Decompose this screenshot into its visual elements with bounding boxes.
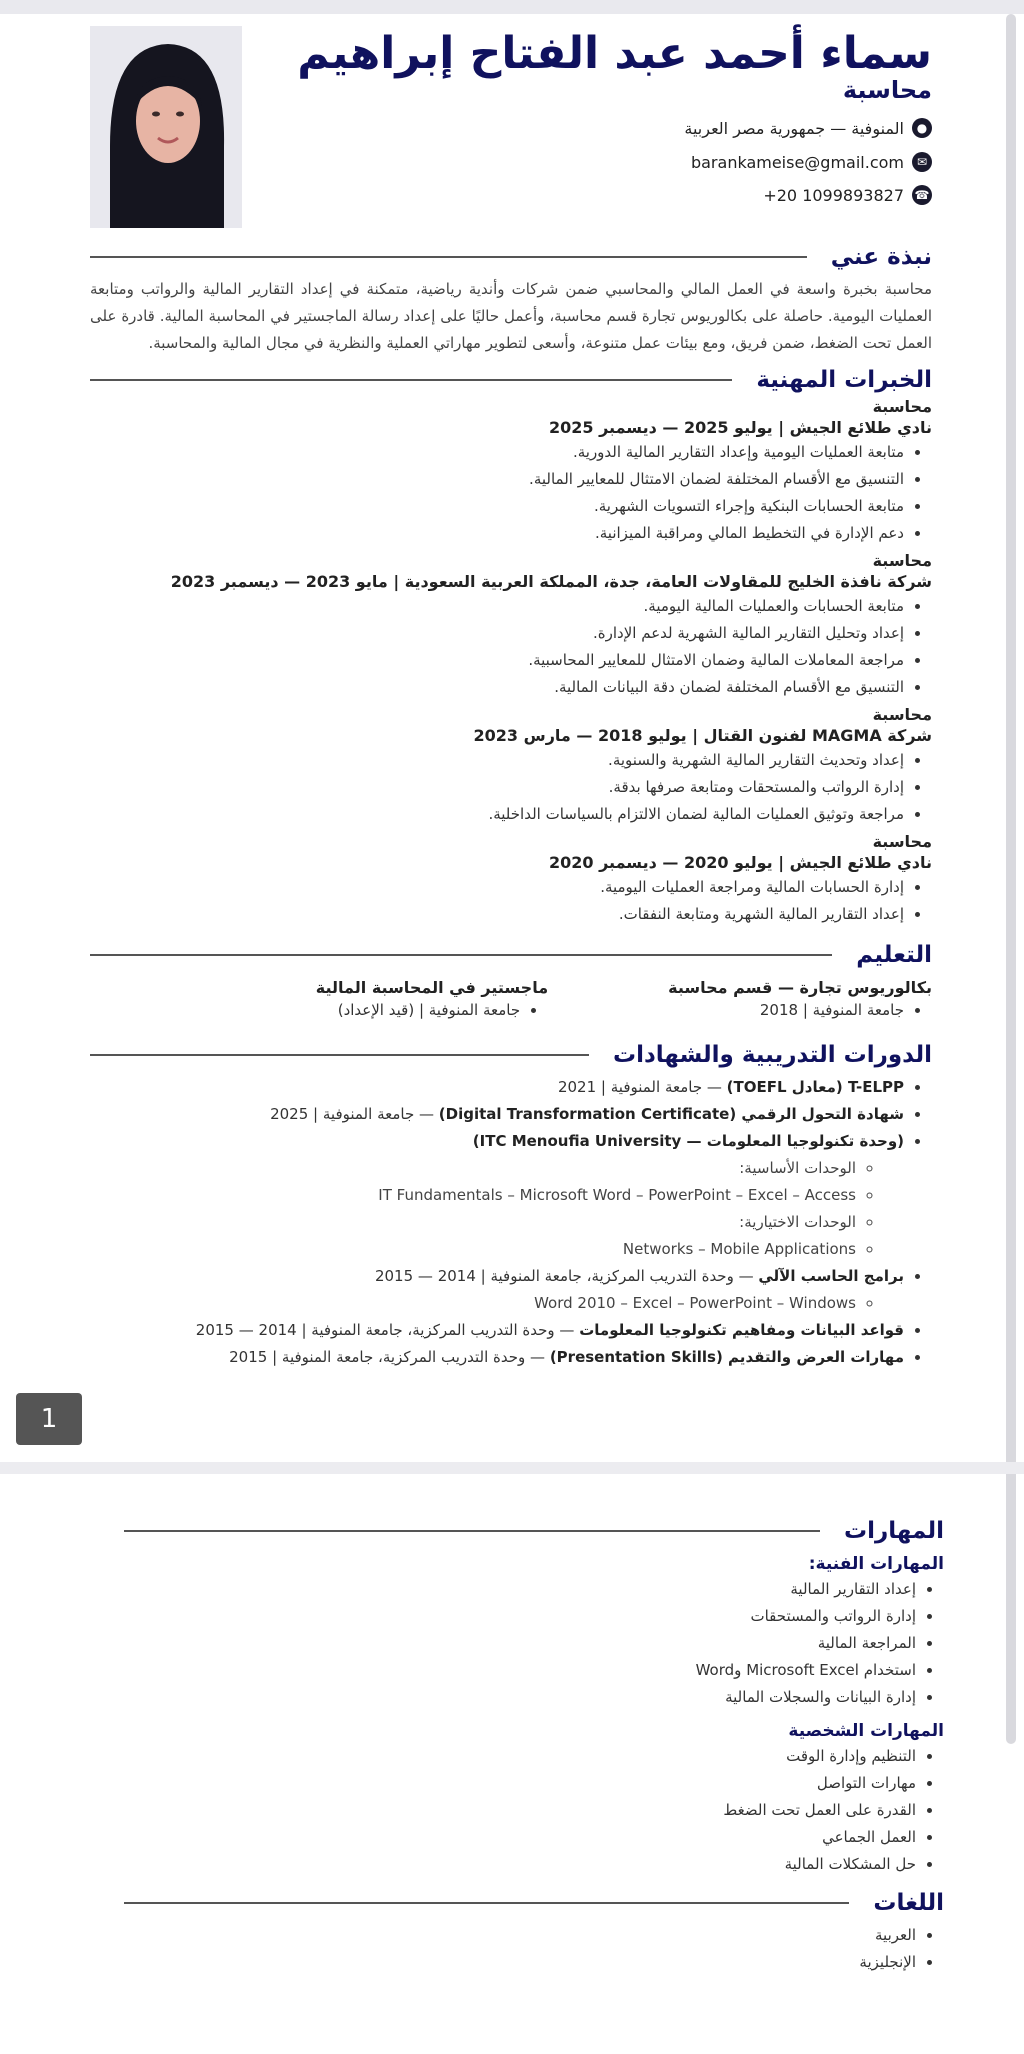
full-name: سماء أحمد عبد الفتاح إبراهيم bbox=[297, 28, 932, 79]
contact-email[interactable] bbox=[691, 152, 932, 172]
course-item bbox=[90, 1317, 904, 1344]
viewer-top-bar bbox=[0, 0, 1024, 14]
course-sublist bbox=[90, 1155, 904, 1263]
degree-detail: • جامعة المنوفية | (قيد الإعداد) bbox=[316, 997, 520, 1024]
course-detail: — جامعة المنوفية | 2025 bbox=[270, 1105, 439, 1123]
job-duty: • إعداد وتحديث التقارير المالية الشهرية والسنوية. bbox=[90, 747, 904, 774]
phone-icon: ☎ bbox=[912, 185, 932, 205]
page-number-badge: 1 bbox=[16, 1393, 82, 1445]
job-title: محاسبة bbox=[872, 397, 932, 416]
course-item bbox=[90, 1128, 904, 1263]
skill-item: • استخدام Microsoft Excel وWord bbox=[124, 1657, 916, 1684]
skill-item: • حل المشكلات المالية bbox=[124, 1851, 916, 1878]
experience-heading: الخبرات المهنية bbox=[756, 367, 932, 393]
job-duty: • متابعة الحسابات والعمليات المالية اليومية. bbox=[90, 593, 904, 620]
skill-item: • التنظيم وإدارة الوقت bbox=[124, 1743, 916, 1770]
course-item bbox=[90, 1074, 904, 1101]
skill-item: • مهارات التواصل bbox=[124, 1770, 916, 1797]
profile-photo bbox=[90, 26, 242, 228]
course-subitem: ◦ الوحدات الاختيارية: bbox=[90, 1209, 856, 1236]
job-entry bbox=[90, 397, 932, 547]
education-item bbox=[668, 978, 932, 1024]
course-item bbox=[90, 1263, 904, 1317]
phone-text[interactable]: +20 1099893827 bbox=[763, 185, 904, 205]
divider bbox=[90, 1054, 589, 1056]
skill-item: • المراجعة المالية bbox=[124, 1630, 916, 1657]
languages-heading: اللغات bbox=[873, 1890, 944, 1916]
course-name: مهارات العرض والتقديم (Presentation Skills) bbox=[549, 1348, 904, 1366]
language-item: • الإنجليزية bbox=[124, 1949, 916, 1976]
degree-title: ماجستير في المحاسبة المالية bbox=[315, 978, 549, 997]
technical-skills-list bbox=[124, 1576, 944, 1711]
courses-heading: الدورات التدريبية والشهادات bbox=[613, 1042, 932, 1068]
job-org: نادي طلائع الجيش | يوليو 2025 — ديسمبر 2025 bbox=[548, 418, 932, 437]
job-org: نادي طلائع الجيش | يوليو 2020 — ديسمبر 2020 bbox=[548, 853, 932, 872]
education-item bbox=[316, 978, 548, 1024]
mail-icon: ✉ bbox=[912, 152, 932, 172]
job-title: محاسبة bbox=[872, 705, 932, 724]
job-duty: • متابعة الحسابات البنكية وإجراء التسويات الشهرية. bbox=[90, 493, 904, 520]
course-subitem: ◦ الوحدات الأساسية: bbox=[90, 1155, 856, 1182]
course-name: شهادة التحول الرقمي (Digital Transformation Certificate) bbox=[438, 1105, 904, 1123]
course-name: (وحدة تكنولوجيا المعلومات — ITC Menoufia University) bbox=[472, 1132, 904, 1150]
course-detail: — وحدة التدريب المركزية، جامعة المنوفية | 2014 — 2015 bbox=[195, 1321, 580, 1339]
education-list bbox=[90, 978, 932, 1024]
job-duty: • إدارة الحسابات المالية ومراجعة العمليات اليومية. bbox=[90, 874, 904, 901]
courses-list bbox=[90, 1074, 932, 1371]
experience-section-header bbox=[90, 367, 932, 393]
job-duty: • متابعة العمليات اليومية وإعداد التقارير المالية الدورية. bbox=[90, 439, 904, 466]
course-detail: — وحدة التدريب المركزية، جامعة المنوفية | 2014 — 2015 bbox=[374, 1267, 759, 1285]
divider bbox=[124, 1530, 820, 1532]
job-duty: • إدارة الرواتب والمستحقات ومتابعة صرفها بدقة. bbox=[90, 774, 904, 801]
course-name: قواعد البيانات ومفاهيم تكنولوجيا المعلومات bbox=[579, 1321, 904, 1339]
resume-header bbox=[90, 14, 932, 244]
skill-item: • القدرة على العمل تحت الضغط bbox=[124, 1797, 916, 1824]
course-detail: — جامعة المنوفية | 2021 bbox=[557, 1078, 727, 1096]
degree-title: بكالوريوس تجارة — قسم محاسبة bbox=[668, 978, 932, 997]
technical-skills-heading: المهارات الفنية: bbox=[808, 1554, 944, 1574]
job-duty: • التنسيق مع الأقسام المختلفة لضمان الامتثال للمعايير المالية. bbox=[90, 466, 904, 493]
language-item: • العربية bbox=[124, 1922, 916, 1949]
scrollbar[interactable] bbox=[1006, 14, 1016, 1744]
email-text[interactable]: barankameise@gmail.com bbox=[690, 152, 904, 172]
divider bbox=[90, 954, 832, 956]
job-entry bbox=[90, 832, 932, 928]
page-separator bbox=[0, 1462, 1024, 1474]
personal-skills-heading: المهارات الشخصية bbox=[788, 1721, 944, 1741]
location-text: المنوفية — جمهورية مصر العربية bbox=[684, 118, 904, 138]
job-title: محاسبة bbox=[872, 551, 932, 570]
about-text: محاسبة بخبرة واسعة في العمل المالي والمحاسبي ضمن شركات وأندية رياضية، متمكنة في إعداد التقارير المالية والرواتب ومتابعة العمليات اليومية. حاصلة على بكالوريوس تجارة قسم محاسبة، وأعمل حاليًا على إعداد رسالة الماجستير في المحاسبة المالية. قادرة على العمل تحت الضغط، ضمن فريق، ومع بيئات عمل متنوعة، وأسعى لتطوير مهاراتي العملية والنظرية في مجال المالية والمحاسبة. bbox=[90, 280, 932, 352]
resume-page-2 bbox=[124, 1474, 944, 2054]
job-entry bbox=[90, 551, 932, 701]
course-item bbox=[90, 1344, 904, 1371]
skills-section-header bbox=[124, 1518, 944, 1544]
languages-section-header bbox=[124, 1890, 944, 1916]
course-subitem: ◦ Word 2010 – Excel – PowerPoint – Windows bbox=[90, 1290, 856, 1317]
contact-location bbox=[684, 118, 932, 138]
skill-item: • إدارة البيانات والسجلات المالية bbox=[124, 1684, 916, 1711]
skill-item: • العمل الجماعي bbox=[124, 1824, 916, 1851]
contact-phone[interactable] bbox=[763, 185, 932, 205]
job-entry bbox=[90, 705, 932, 828]
job-duty: • إعداد التقارير المالية الشهرية ومتابعة النفقات. bbox=[90, 901, 904, 928]
course-item bbox=[90, 1101, 904, 1128]
job-org: شركة نافذة الخليج للمقاولات العامة، جدة، المملكة العربية السعودية | مايو 2023 — ديسمبر 2023 bbox=[170, 572, 932, 591]
skill-item: • إعداد التقارير المالية bbox=[124, 1576, 916, 1603]
education-heading: التعليم bbox=[856, 942, 932, 968]
job-duty: • مراجعة وتوثيق العمليات المالية لضمان الالتزام بالسياسات الداخلية. bbox=[90, 801, 904, 828]
course-name: برامج الحاسب الآلي bbox=[758, 1267, 904, 1285]
course-detail: — وحدة التدريب المركزية، جامعة المنوفية | 2015 bbox=[229, 1348, 550, 1366]
degree-detail: • جامعة المنوفية | 2018 bbox=[668, 997, 904, 1024]
skills-heading: المهارات bbox=[844, 1518, 944, 1544]
divider bbox=[90, 379, 732, 381]
about-heading: نبذة عني bbox=[830, 244, 932, 270]
job-duty: • مراجعة المعاملات المالية وضمان الامتثال للمعايير المحاسبية. bbox=[90, 647, 904, 674]
divider bbox=[124, 1902, 849, 1904]
personal-skills-list bbox=[124, 1743, 944, 1878]
courses-section-header bbox=[90, 1042, 932, 1068]
job-role: محاسبة bbox=[842, 76, 932, 104]
divider bbox=[90, 256, 807, 258]
job-duty: • إعداد وتحليل التقارير المالية الشهرية لدعم الإدارة. bbox=[90, 620, 904, 647]
education-section-header bbox=[90, 942, 932, 968]
job-duty: • التنسيق مع الأقسام المختلفة لضمان دقة البيانات المالية. bbox=[90, 674, 904, 701]
job-duty: • دعم الإدارة في التخطيط المالي ومراقبة الميزانية. bbox=[90, 520, 904, 547]
location-pin-icon: ● bbox=[912, 118, 932, 138]
course-subitem: ◦ IT Fundamentals – Microsoft Word – PowerPoint – Excel – Access bbox=[90, 1182, 856, 1209]
skill-item: • إدارة الرواتب والمستحقات bbox=[124, 1603, 916, 1630]
job-org: شركة MAGMA لفنون القتال | يوليو 2018 — مارس 2023 bbox=[473, 726, 932, 745]
languages-list bbox=[124, 1922, 944, 1976]
about-section-header bbox=[90, 244, 932, 270]
resume-page-1 bbox=[90, 14, 932, 1462]
course-sublist bbox=[90, 1290, 904, 1317]
course-subitem: ◦ Networks – Mobile Applications bbox=[90, 1236, 856, 1263]
job-title: محاسبة bbox=[872, 832, 932, 851]
course-name: T-ELPP (معادل TOEFL) bbox=[726, 1078, 904, 1096]
